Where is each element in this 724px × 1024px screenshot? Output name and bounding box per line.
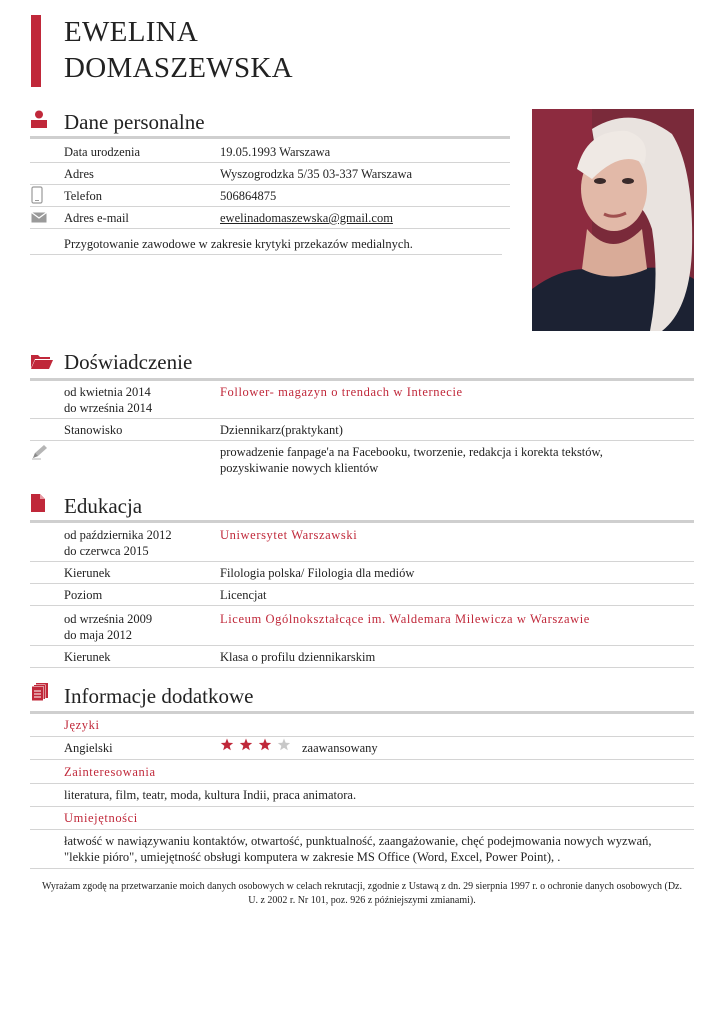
skills-line-2: "lekkie pióro", umiejętność obsługi komputera w zakresie MS Office (Word, Excel, Power Point), . [64, 850, 561, 864]
row-divider [30, 605, 694, 606]
row-divider [30, 206, 510, 207]
section-divider [30, 136, 510, 139]
education-2-school: Liceum Ogólnokształcące im. Waldemara Milewicza w Warszawie [220, 612, 590, 626]
row-divider [30, 561, 694, 562]
label-address: Adres [64, 167, 94, 181]
mail-icon [31, 212, 47, 223]
experience-duties-line-1: prowadzenie fanpage'a na Facebooku, tworzenie, redakcja i korekta tekstów, [220, 445, 603, 459]
section-title-personal: Dane personalne [64, 110, 205, 134]
language-rating [220, 738, 290, 752]
name-accent-bar [31, 15, 41, 87]
rating-star [278, 739, 290, 751]
row-divider [30, 783, 694, 784]
experience-duties [220, 444, 603, 476]
skills-text [64, 833, 652, 865]
section-divider [30, 711, 694, 714]
education-1-field-value: Filologia polska/ Filologia dla mediów [220, 566, 415, 580]
language-name: Angielski [64, 741, 113, 755]
section-title-experience: Doświadczenie [64, 350, 193, 374]
first-name: EWELINA [64, 16, 199, 48]
gdpr-consent-line-2: U. z 2002 r. Nr 101, poz. 926 z późniejszymi zmianami). [248, 895, 476, 906]
interests-text: literatura, film, teatr, moda, kultura Indii, praca animatora. [64, 788, 357, 802]
gdpr-consent [30, 880, 694, 908]
value-position: Dziennikarz(praktykant) [220, 423, 343, 437]
label-phone: Telefon [64, 189, 102, 203]
experience-duties-line-2: pozyskiwanie nowych klientów [220, 461, 379, 475]
education-1-field-label: Kierunek [64, 566, 111, 580]
phone-icon [31, 186, 43, 204]
row-divider [30, 228, 510, 229]
section-divider [30, 378, 694, 381]
label-email: Adres e-mail [64, 211, 129, 225]
value-phone: 506864875 [220, 189, 277, 203]
education-1-level-value: Licencjat [220, 588, 267, 602]
education-2-field-value: Klasa o profilu dziennikarskim [220, 650, 376, 664]
row-divider [30, 645, 694, 646]
education-2-field-label: Kierunek [64, 650, 111, 664]
row-divider [30, 254, 502, 255]
row-divider [30, 583, 694, 584]
profile-photo [532, 109, 694, 331]
value-address: Wyszogrodzka 5/35 03-337 Warszawa [220, 167, 413, 181]
experience-period-start: od kwietnia 2014 [64, 385, 151, 399]
education-1-school: Uniwersytet Warszawski [220, 528, 358, 542]
documents-icon [31, 683, 48, 701]
education-1-period-end: do czerwca 2015 [64, 544, 149, 558]
section-divider [30, 520, 694, 523]
pencil-icon [31, 444, 49, 460]
last-name: DOMASZEWSKA [64, 52, 293, 84]
language-level: zaawansowany [302, 741, 378, 755]
document-icon [31, 494, 45, 512]
rating-star [259, 739, 271, 751]
row-divider [30, 162, 510, 163]
row-divider [30, 829, 694, 830]
section-title-additional: Informacje dodatkowe [64, 684, 254, 708]
experience-company: Follower- magazyn o trendach w Internecie [220, 385, 463, 399]
gdpr-consent-line-1: Wyrażam zgodę na przetwarzanie moich danych osobowych w celach rekrutacji, zgodnie z Ustawą z dn. 29 sierpnia 1997 r. o ochronie danych osobowych (Dz. [42, 881, 682, 892]
rating-star [221, 739, 233, 751]
education-1-level-label: Poziom [64, 588, 103, 602]
folder-icon [31, 353, 53, 369]
education-2-period-end: do maja 2012 [64, 628, 133, 642]
row-divider [30, 736, 694, 737]
value-birthdate: 19.05.1993 Warszawa [220, 145, 331, 159]
row-divider [30, 806, 694, 807]
skills-heading: Umiejętności [64, 811, 138, 825]
section-title-education: Edukacja [64, 494, 143, 518]
experience-period-end: do września 2014 [64, 401, 153, 415]
skills-line-1: łatwość w nawiązywaniu kontaktów, otwartość, punktualność, zaangażowanie, chęć podejmowania nowych wyzwań, [64, 834, 652, 848]
personal-summary: Przygotowanie zawodowe w zakresie krytyki przekazów medialnych. [64, 237, 413, 251]
education-2-period [64, 611, 152, 643]
row-divider [30, 418, 694, 419]
rating-star [240, 739, 252, 751]
row-divider [30, 759, 694, 760]
row-divider [30, 667, 694, 668]
label-birthdate: Data urodzenia [64, 145, 141, 159]
education-1-period-start: od października 2012 [64, 528, 172, 542]
row-divider [30, 184, 510, 185]
interests-heading: Zainteresowania [64, 765, 156, 779]
experience-period [64, 384, 152, 416]
languages-heading: Języki [64, 718, 100, 732]
education-1-period [64, 527, 172, 559]
label-position: Stanowisko [64, 423, 123, 437]
person-icon [31, 110, 47, 128]
candidate-name [64, 14, 293, 86]
row-divider [30, 440, 694, 441]
education-2-period-start: od września 2009 [64, 612, 153, 626]
email-link[interactable]: ewelinadomaszewska@gmail.com [220, 211, 393, 225]
row-divider [30, 868, 694, 869]
